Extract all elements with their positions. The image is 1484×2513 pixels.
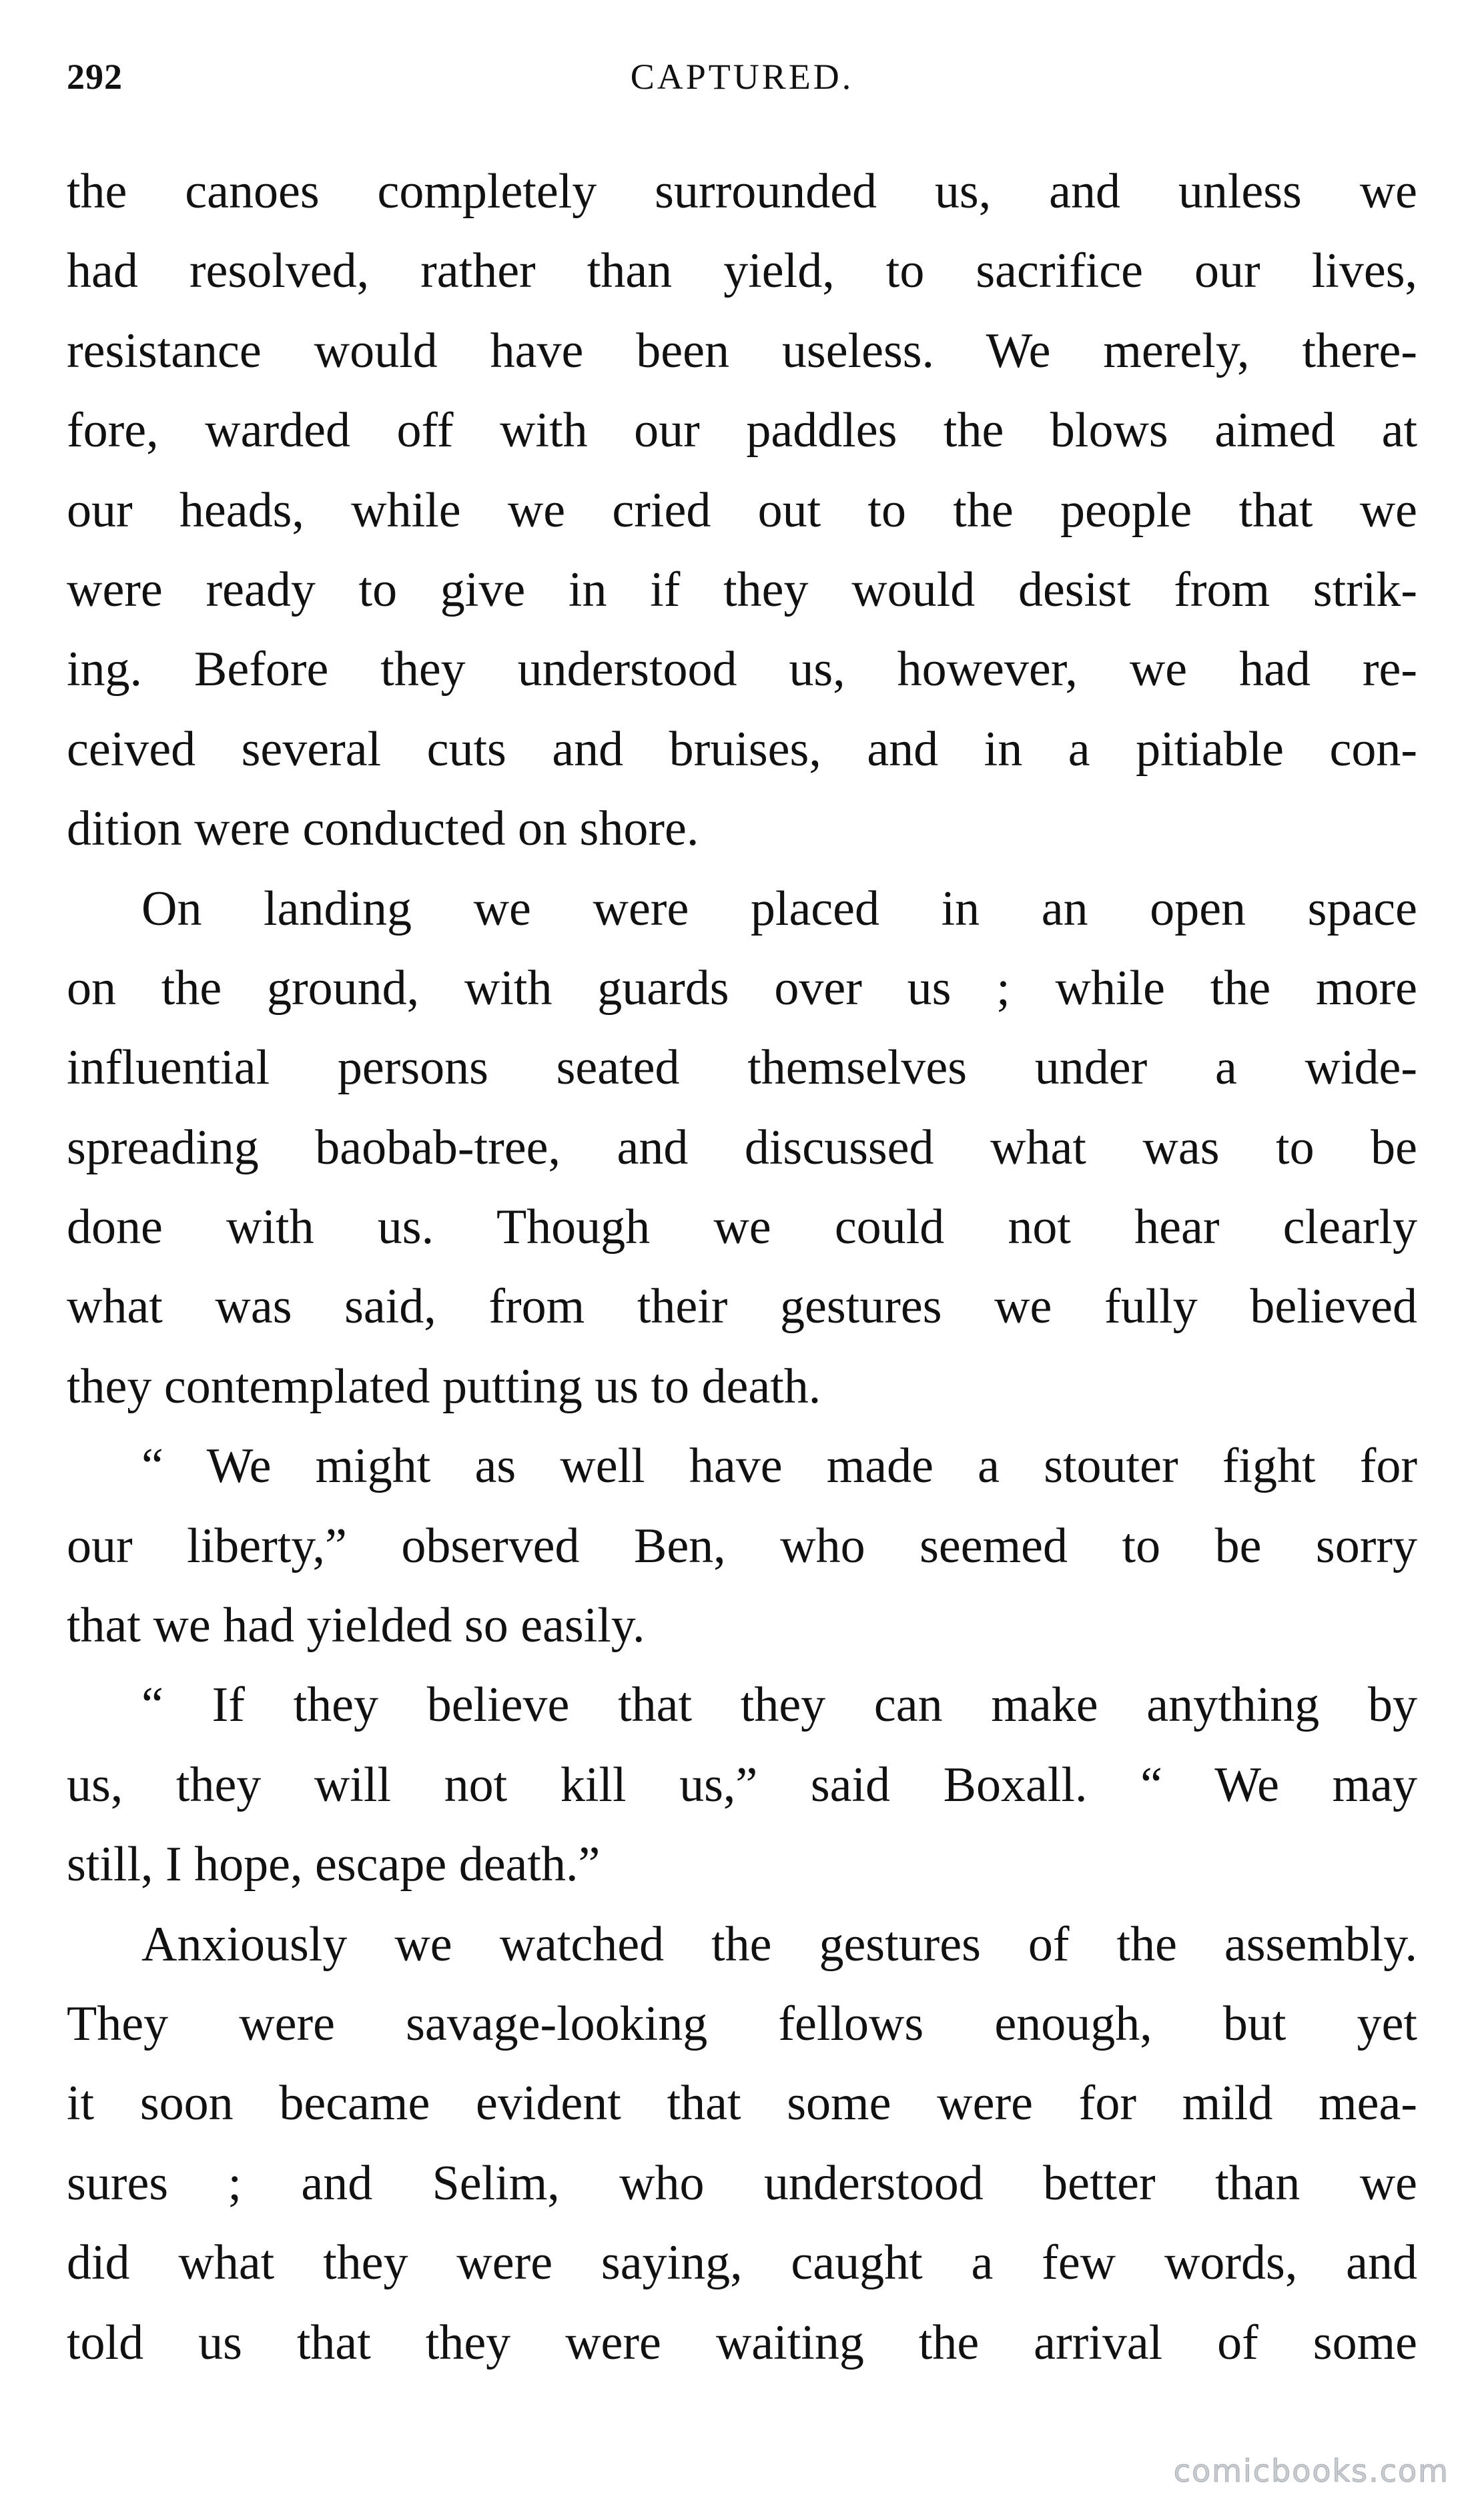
text-line: that we had yielded so easily.: [67, 1598, 645, 1654]
watermark: comicbooks.com: [1173, 2453, 1449, 2489]
text-line: On landing we were placed in an open space: [141, 881, 1417, 936]
text-line: on the ground, with guards over us ; while the more: [67, 960, 1417, 1016]
text-line: still, I hope, escape death.”: [67, 1837, 601, 1892]
text-line: did what they were saying, caught a few words, and: [67, 2235, 1417, 2291]
text-line: sures ; and Selim, who understood better than we: [67, 2155, 1417, 2211]
page-header: [67, 56, 1417, 116]
text-line: influential persons seated themselves under a wide-: [67, 1040, 1417, 1096]
text-line: “ If they believe that they can make anything by: [141, 1678, 1417, 1733]
text-line: ceived several cuts and bruises, and in a pitiable con-: [67, 721, 1417, 777]
text-line: told us that they were waiting the arrival of some: [67, 2315, 1417, 2370]
body-text: [67, 152, 1417, 2383]
text-line: ing. Before they understood us, however, we had re-: [67, 642, 1417, 697]
text-line: “ We might as well have made a stouter fight for: [141, 1439, 1417, 1494]
text-line: dition were conducted on shore.: [67, 801, 699, 857]
text-line: done with us. Though we could not hear clearly: [67, 1200, 1417, 1255]
text-line: what was said, from their gestures we fully believed: [67, 1279, 1417, 1335]
text-line: They were savage-looking fellows enough, but yet: [67, 1996, 1417, 2051]
text-line: they contemplated putting us to death.: [67, 1359, 821, 1414]
text-line: us, they will not kill us,” said Boxall. “ We may: [67, 1757, 1417, 1812]
text-line: resistance would have been useless. We merely, there-: [67, 323, 1417, 378]
text-line: the canoes completely surrounded us, and unless we: [67, 164, 1417, 219]
running-title: CAPTURED.: [630, 57, 854, 97]
text-line: Anxiously we watched the gestures of the assembly.: [141, 1916, 1417, 1972]
text-line: our liberty,” observed Ben, who seemed to be sorry: [67, 1518, 1417, 1573]
text-line: were ready to give in if they would desist from strik-: [67, 562, 1417, 617]
page-number: 292: [67, 57, 123, 97]
text-line: spreading baobab-tree, and discussed what was to be: [67, 1120, 1417, 1175]
text-line: fore, warded off with our paddles the blows aimed at: [67, 403, 1417, 458]
text-line: had resolved, rather than yield, to sacrifice our lives,: [67, 244, 1417, 299]
text-line: our heads, while we cried out to the people that we: [67, 482, 1417, 538]
text-line: it soon became evident that some were for mild mea-: [67, 2076, 1417, 2131]
